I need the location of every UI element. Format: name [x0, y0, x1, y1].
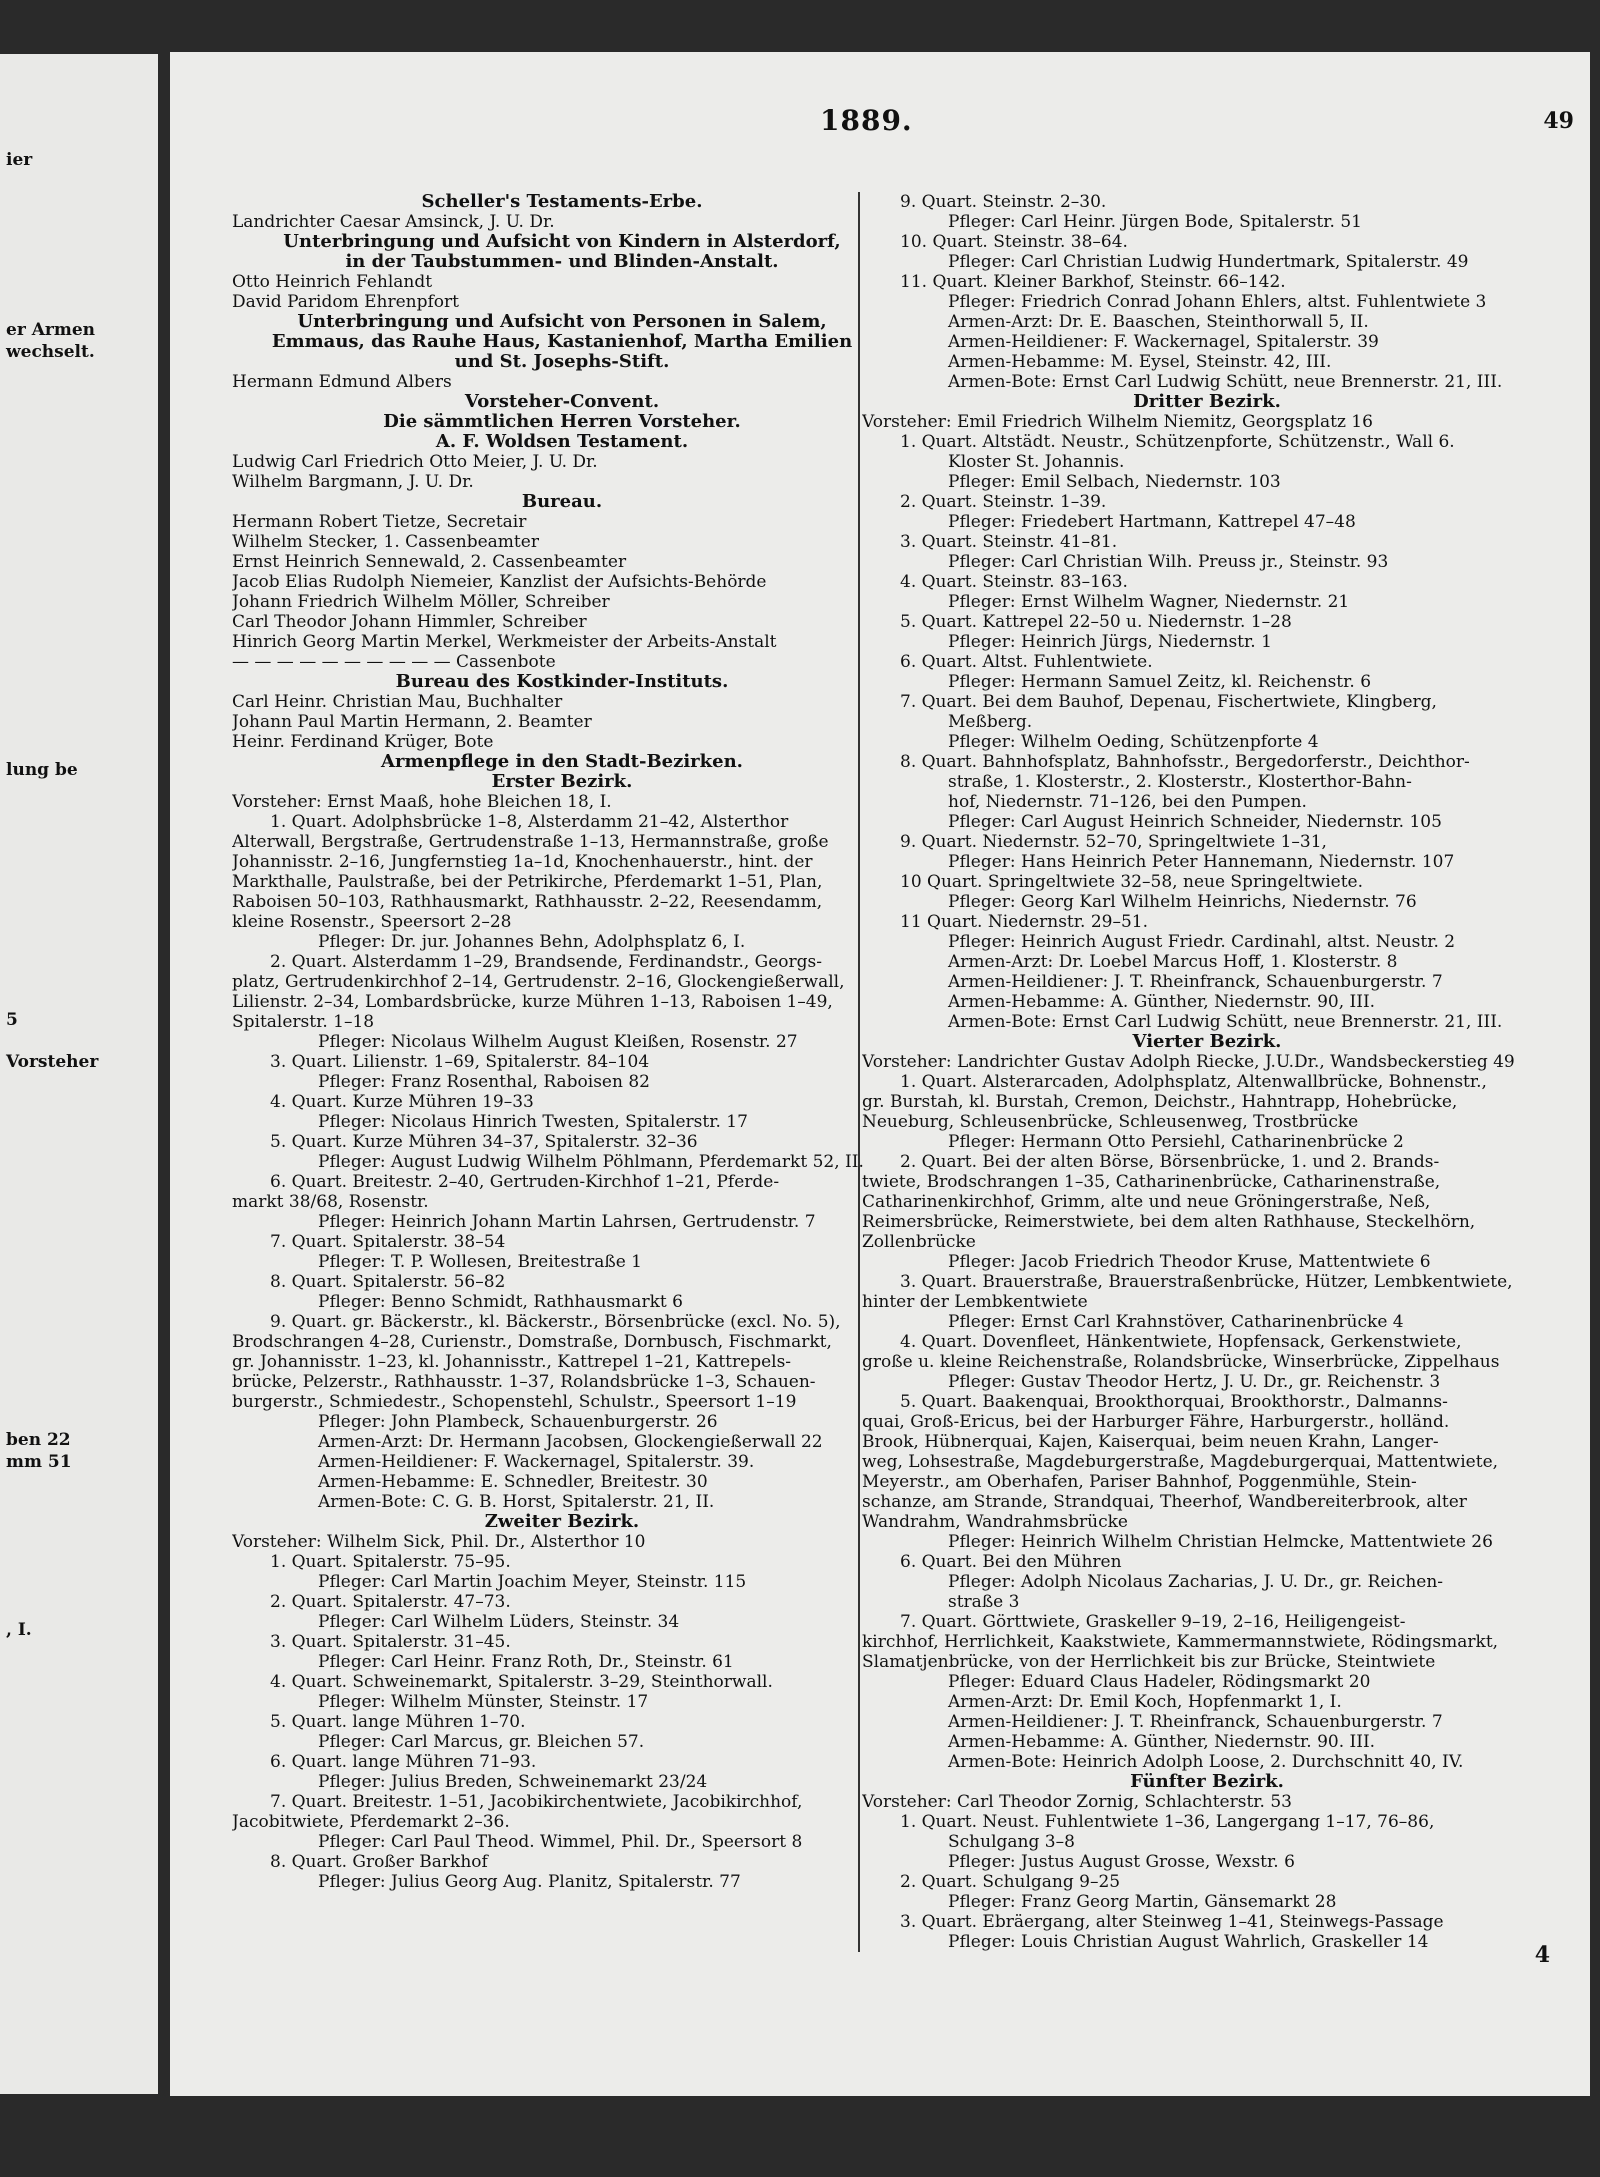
text-line: Meyerstr., am Oberhafen, Pariser Bahnhof, Poggenmühle, Stein-	[862, 1472, 1417, 1492]
text-line: 6. Quart. Bei den Mühren	[900, 1552, 1122, 1572]
text-line: Armen-Arzt: Dr. Hermann Jacobsen, Glockengießerwall 22	[318, 1432, 823, 1452]
text-line: 2. Quart. Spitalerstr. 47–73.	[270, 1592, 511, 1612]
text-line: 1. Quart. Alsterarcaden, Adolphsplatz, Altenwallbrücke, Bohnenstr.,	[900, 1072, 1487, 1092]
section-heading: Emmaus, das Rauhe Haus, Kastanienhof, Martha Emilien	[271, 332, 853, 352]
text-line: 11 Quart. Niedernstr. 29–51.	[900, 912, 1149, 932]
text-line: Lilienstr. 2–34, Lombardsbrücke, kurze Mühren 1–13, Raboisen 1–49,	[232, 992, 833, 1012]
text-line: 9. Quart. gr. Bäckerstr., kl. Bäckerstr., Börsenbrücke (excl. No. 5),	[270, 1312, 841, 1332]
text-line: 3. Quart. Steinstr. 41–81.	[900, 532, 1118, 552]
text-line: 6. Quart. lange Mühren 71–93.	[270, 1752, 537, 1772]
text-line: Wandrahm, Wandrahmsbrücke	[862, 1512, 1128, 1532]
text-line: weg, Lohsestraße, Magdeburgerstraße, Magdeburgerquai, Mattentwiete,	[862, 1452, 1499, 1472]
text-line: Armen-Arzt: Dr. Emil Koch, Hopfenmarkt 1, I.	[948, 1692, 1342, 1712]
text-line: Brook, Hübnerquai, Kajen, Kaiserquai, beim neuen Krahn, Langer-	[862, 1432, 1439, 1452]
text-line: 4. Quart. Dovenfleet, Hänkentwiete, Hopfensack, Gerkenstwiete,	[900, 1332, 1462, 1352]
text-line: Pfleger: Justus August Grosse, Wexstr. 6	[948, 1852, 1295, 1872]
text-line: gr. Johannisstr. 1–23, kl. Johannisstr., Kattrepel 1–21, Kattrepels-	[232, 1352, 792, 1372]
text-line: Jacobitwiete, Pferdemarkt 2–36.	[232, 1812, 510, 1832]
margin-fragment: lung be	[6, 760, 78, 780]
text-line: 1. Quart. Spitalerstr. 75–95.	[270, 1552, 511, 1572]
text-line: Armen-Hebamme: M. Eysel, Steinstr. 42, III.	[948, 352, 1332, 372]
text-line: Pfleger: Ernst Wilhelm Wagner, Niedernstr. 21	[948, 592, 1350, 612]
text-line: Armen-Bote: C. G. B. Horst, Spitalerstr. 21, II.	[318, 1492, 715, 1512]
text-line: Pfleger: Heinrich Johann Martin Lahrsen, Gertrudenstr. 7	[318, 1212, 816, 1232]
text-line: 4. Quart. Steinstr. 83–163.	[900, 572, 1128, 592]
text-line: 3. Quart. Lilienstr. 1–69, Spitalerstr. 84–104	[270, 1052, 650, 1072]
section-heading: und St. Josephs-Stift.	[454, 352, 670, 372]
text-line: Pfleger: Carl Marcus, gr. Bleichen 57.	[318, 1732, 645, 1752]
text-line: Armen-Bote: Ernst Carl Ludwig Schütt, neue Brennerstr. 21, III.	[948, 372, 1503, 392]
text-line: 8. Quart. Bahnhofsplatz, Bahnhofsstr., Bergedorferstr., Deichthor-	[900, 752, 1470, 772]
section-heading: Bureau.	[521, 492, 603, 512]
text-line: 3. Quart. Spitalerstr. 31–45.	[270, 1632, 511, 1652]
margin-fragment: wechselt.	[6, 342, 95, 362]
text-line: Pfleger: Hermann Samuel Zeitz, kl. Reichenstr. 6	[948, 672, 1372, 692]
text-line: platz, Gertrudenkirchhof 2–14, Gertrudenstr. 2–16, Glockengießerwall,	[232, 972, 845, 992]
text-line: Armen-Hebamme: A. Günther, Niedernstr. 90. III.	[948, 1732, 1376, 1752]
text-line: Pfleger: Carl August Heinrich Schneider, Niedernstr. 105	[948, 812, 1442, 832]
text-line: 1. Quart. Altstädt. Neustr., Schützenpforte, Schützenstr., Wall 6.	[900, 432, 1455, 452]
right-text-column	[862, 192, 1552, 1952]
text-line: Pfleger: Dr. jur. Johannes Behn, Adolphsplatz 6, I.	[318, 932, 746, 952]
text-line: Johann Friedrich Wilhelm Möller, Schreiber	[232, 592, 610, 612]
text-line: Pfleger: Jacob Friedrich Theodor Kruse, Mattentwiete 6	[948, 1252, 1431, 1272]
text-line: Kloster St. Johannis.	[948, 452, 1125, 472]
text-line: 11. Quart. Kleiner Barkhof, Steinstr. 66–142.	[900, 272, 1286, 292]
text-line: 8. Quart. Großer Barkhof	[270, 1852, 488, 1872]
text-line: David Paridom Ehrenpfort	[232, 292, 459, 312]
margin-fragment: er Armen	[6, 320, 96, 340]
text-line: Pfleger: Wilhelm Münster, Steinstr. 17	[318, 1692, 649, 1712]
text-line: 7. Quart. Görttwiete, Graskeller 9–19, 2–16, Heiligengeist-	[900, 1612, 1406, 1632]
text-line: Pfleger: Friedrich Conrad Johann Ehlers, altst. Fuhlentwiete 3	[948, 292, 1487, 312]
text-line: 2. Quart. Alsterdamm 1–29, Brandsende, Ferdinandstr., Georgs-	[270, 952, 823, 972]
text-line: 9. Quart. Niedernstr. 52–70, Springeltwiete 1–31,	[900, 832, 1327, 852]
text-line: straße, 1. Klosterstr., 2. Klosterstr., Klosterthor-Bahn-	[948, 772, 1412, 792]
section-heading: Vierter Bezirk.	[1132, 1032, 1282, 1052]
text-line: 10. Quart. Steinstr. 38–64.	[900, 232, 1128, 252]
text-line: 3. Quart. Brauerstraße, Brauerstraßenbrücke, Hützer, Lembkentwiete,	[900, 1272, 1513, 1292]
text-line: kleine Rosenstr., Speersort 2–28	[232, 912, 512, 932]
section-heading: Scheller's Testaments-Erbe.	[421, 192, 703, 212]
text-line: Pfleger: Nicolaus Wilhelm August Kleißen, Rosenstr. 27	[318, 1032, 798, 1052]
text-line: Vorsteher: Landrichter Gustav Adolph Riecke, J.U.Dr., Wandsbeckerstieg 49	[862, 1052, 1515, 1072]
text-line: Johannisstr. 2–16, Jungfernstieg 1a–1d, Knochenhauerstr., hint. der	[232, 852, 813, 872]
text-line: Ludwig Carl Friedrich Otto Meier, J. U. Dr.	[232, 452, 598, 472]
text-line: Pfleger: Benno Schmidt, Rathhausmarkt 6	[318, 1292, 683, 1312]
text-line: Carl Heinr. Christian Mau, Buchhalter	[232, 692, 563, 712]
text-line: Pfleger: August Ludwig Wilhelm Pöhlmann, Pferdemarkt 52, II.	[318, 1152, 864, 1172]
margin-fragment: ben 22	[6, 1430, 71, 1450]
text-line: Pfleger: Heinrich Wilhelm Christian Helmcke, Mattentwiete 26	[948, 1532, 1493, 1552]
page-number: 49	[1543, 108, 1574, 134]
text-line: Pfleger: Carl Martin Joachim Meyer, Steinstr. 115	[318, 1572, 747, 1592]
text-line: Raboisen 50–103, Rathhausmarkt, Rathhausstr. 2–22, Reesendamm,	[232, 892, 823, 912]
text-line: 7. Quart. Breitestr. 1–51, Jacobikirchentwiete, Jacobikirchhof,	[270, 1792, 803, 1812]
text-line: schanze, am Strande, Strandquai, Theerhof, Wandbereiterbrook, alter	[862, 1492, 1467, 1512]
text-line: Spitalerstr. 1–18	[232, 1012, 375, 1032]
text-line: Armen-Bote: Ernst Carl Ludwig Schütt, neue Brennerstr. 21, III.	[948, 1012, 1503, 1032]
text-line: hof, Niedernstr. 71–126, bei den Pumpen.	[948, 792, 1307, 812]
text-line: Ernst Heinrich Sennewald, 2. Cassenbeamter	[232, 552, 627, 572]
text-line: kirchhof, Herrlichkeit, Kaakstwiete, Kammermannstwiete, Rödingsmarkt,	[862, 1632, 1499, 1652]
left-page-edge	[0, 54, 158, 2094]
margin-fragment: ier	[6, 150, 33, 170]
text-line: Pfleger: Heinrich August Friedr. Cardinahl, altst. Neustr. 2	[948, 932, 1456, 952]
text-line: Vorsteher: Carl Theodor Zornig, Schlachterstr. 53	[862, 1792, 1292, 1812]
section-heading: Unterbringung und Aufsicht von Personen in Salem,	[297, 312, 827, 332]
text-line: 7. Quart. Bei dem Bauhof, Depenau, Fischertwiete, Klingberg,	[900, 692, 1437, 712]
section-heading: A. F. Woldsen Testament.	[435, 432, 689, 452]
text-line: Pfleger: Heinrich Jürgs, Niedernstr. 1	[948, 632, 1272, 652]
text-line: Schulgang 3–8	[948, 1832, 1075, 1852]
text-line: 5. Quart. Baakenquai, Brookthorquai, Brookthorstr., Dalmanns-	[900, 1392, 1448, 1412]
text-line: burgerstr., Schmiedestr., Schopenstehl, Schulstr., Speersort 1–19	[232, 1392, 797, 1412]
text-line: Wilhelm Stecker, 1. Cassenbeamter	[232, 532, 539, 552]
text-line: Pfleger: Eduard Claus Hadeler, Rödingsmarkt 20	[948, 1672, 1371, 1692]
section-heading: Armenpflege in den Stadt-Bezirken.	[381, 752, 743, 772]
text-line: Pfleger: Franz Georg Martin, Gänsemarkt 28	[948, 1892, 1337, 1912]
text-line: twiete, Brodschrangen 1–35, Catharinenbrücke, Catharinenstraße,	[862, 1172, 1441, 1192]
margin-fragment: mm 51	[6, 1452, 72, 1472]
section-heading: Zweiter Bezirk.	[484, 1512, 640, 1532]
text-line: Pfleger: Wilhelm Oeding, Schützenpforte 4	[948, 732, 1319, 752]
text-line: 6. Quart. Altst. Fuhlentwiete.	[900, 652, 1153, 672]
text-line: Pfleger: Carl Christian Wilh. Preuss jr., Steinstr. 93	[948, 552, 1389, 572]
printer-signature: 4	[1534, 1942, 1550, 1968]
page-year-header: 1889.	[820, 104, 913, 137]
text-line: Otto Heinrich Fehlandt	[232, 272, 433, 292]
section-heading: Fünfter Bezirk.	[1130, 1772, 1284, 1792]
text-line: hinter der Lembkentwiete	[862, 1292, 1088, 1312]
text-line: Heinr. Ferdinand Krüger, Bote	[232, 732, 494, 752]
text-line: Pfleger: Carl Wilhelm Lüders, Steinstr. 34	[318, 1612, 680, 1632]
text-line: Johann Paul Martin Hermann, 2. Beamter	[232, 712, 592, 732]
text-line: Pfleger: Julius Georg Aug. Planitz, Spitalerstr. 77	[318, 1872, 741, 1892]
margin-fragment: , I.	[6, 1620, 32, 1640]
text-line: 2. Quart. Bei der alten Börse, Börsenbrücke, 1. und 2. Brands-	[900, 1152, 1440, 1172]
text-line: Pfleger: Carl Christian Ludwig Hundertmark, Spitalerstr. 49	[948, 252, 1469, 272]
text-line: Hermann Robert Tietze, Secretair	[232, 512, 527, 532]
margin-fragment: Vorsteher	[6, 1052, 99, 1072]
text-line: 5. Quart. Kurze Mühren 34–37, Spitalerstr. 32–36	[270, 1132, 698, 1152]
text-line: 3. Quart. Ebräergang, alter Steinweg 1–41, Steinwegs-Passage	[900, 1912, 1444, 1932]
book-page	[170, 52, 1590, 2096]
text-line: brücke, Pelzerstr., Rathhausstr. 1–37, Rolandsbrücke 1–3, Schauen-	[232, 1372, 816, 1392]
text-line: Pfleger: Gustav Theodor Hertz, J. U. Dr., gr. Reichenstr. 3	[948, 1372, 1441, 1392]
text-line: Pfleger: Emil Selbach, Niedernstr. 103	[948, 472, 1281, 492]
text-line: 1. Quart. Adolphsbrücke 1–8, Alsterdamm 21–42, Alsterthor	[270, 812, 789, 832]
text-line: Vorsteher: Ernst Maaß, hohe Bleichen 18, I.	[232, 792, 612, 812]
text-line: Wilhelm Bargmann, J. U. Dr.	[232, 472, 474, 492]
text-line: Armen-Heildiener: J. T. Rheinfranck, Schauenburgerstr. 7	[948, 1712, 1443, 1732]
text-line: — — — — — — — — — — Cassenbote	[232, 652, 556, 672]
text-line: Jacob Elias Rudolph Niemeier, Kanzlist der Aufsichts-Behörde	[232, 572, 767, 592]
text-line: Pfleger: Louis Christian August Wahrlich, Graskeller 14	[948, 1932, 1429, 1952]
text-line: Hermann Edmund Albers	[232, 372, 452, 392]
text-line: Pfleger: John Plambeck, Schauenburgerstr. 26	[318, 1412, 718, 1432]
text-line: 6. Quart. Breitestr. 2–40, Gertruden-Kirchhof 1–21, Pferde-	[270, 1172, 780, 1192]
text-line: Meßberg.	[948, 712, 1033, 732]
text-line: Armen-Heildiener: F. Wackernagel, Spitalerstr. 39	[948, 332, 1379, 352]
text-line: Armen-Arzt: Dr. Loebel Marcus Hoff, 1. Klosterstr. 8	[948, 952, 1398, 972]
section-heading: Bureau des Kostkinder-Instituts.	[395, 672, 729, 692]
text-line: Armen-Hebamme: E. Schnedler, Breitestr. 30	[318, 1472, 708, 1492]
text-line: 10 Quart. Springeltwiete 32–58, neue Springeltwiete.	[900, 872, 1364, 892]
text-line: 2. Quart. Steinstr. 1–39.	[900, 492, 1107, 512]
text-line: Pfleger: Franz Rosenthal, Raboisen 82	[318, 1072, 650, 1092]
text-line: große u. kleine Reichenstraße, Rolandsbrücke, Winserbrücke, Zippelhaus	[862, 1352, 1500, 1372]
text-line: 4. Quart. Schweinemarkt, Spitalerstr. 3–29, Steinthorwall.	[270, 1672, 773, 1692]
text-line: Armen-Heildiener: F. Wackernagel, Spitalerstr. 39.	[318, 1452, 755, 1472]
text-line: 4. Quart. Kurze Mühren 19–33	[270, 1092, 534, 1112]
text-line: markt 38/68, Rosenstr.	[232, 1192, 429, 1212]
text-line: Pfleger: Hermann Otto Persiehl, Catharinenbrücke 2	[948, 1132, 1404, 1152]
text-line: Neueburg, Schleusenbrücke, Schleusenweg, Trostbrücke	[862, 1112, 1359, 1132]
text-line: Pfleger: Nicolaus Hinrich Twesten, Spitalerstr. 17	[318, 1112, 748, 1132]
section-heading: in der Taubstummen- und Blinden-Anstalt.	[345, 252, 779, 272]
text-line: 2. Quart. Schulgang 9–25	[900, 1872, 1121, 1892]
text-line: Carl Theodor Johann Himmler, Schreiber	[232, 612, 587, 632]
text-line: Pfleger: T. P. Wollesen, Breitestraße 1	[318, 1252, 642, 1272]
text-line: Armen-Arzt: Dr. E. Baaschen, Steinthorwall 5, II.	[948, 312, 1369, 332]
text-line: Landrichter Caesar Amsinck, J. U. Dr.	[232, 212, 555, 232]
section-heading: Dritter Bezirk.	[1133, 392, 1281, 412]
text-line: Catharinenkirchhof, Grimm, alte und neue Gröningerstraße, Neß,	[862, 1192, 1431, 1212]
text-line: Hinrich Georg Martin Merkel, Werkmeister der Arbeits-Anstalt	[232, 632, 777, 652]
text-line: Pfleger: Georg Karl Wilhelm Heinrichs, Niedernstr. 76	[948, 892, 1417, 912]
text-line: Pfleger: Carl Paul Theod. Wimmel, Phil. Dr., Speersort 8	[318, 1832, 803, 1852]
text-line: Pfleger: Friedebert Hartmann, Kattrepel 47–48	[948, 512, 1356, 532]
text-line: Pfleger: Adolph Nicolaus Zacharias, J. U. Dr., gr. Reichen-	[948, 1572, 1444, 1592]
left-text-column	[232, 192, 892, 1892]
text-line: 5. Quart. Kattrepel 22–50 u. Niedernstr. 1–28	[900, 612, 1292, 632]
section-heading: Unterbringung und Aufsicht von Kindern in Alsterdorf,	[283, 232, 841, 252]
text-line: 9. Quart. Steinstr. 2–30.	[900, 192, 1107, 212]
text-line: Pfleger: Ernst Carl Krahnstöver, Catharinenbrücke 4	[948, 1312, 1404, 1332]
text-line: Pfleger: Carl Heinr. Jürgen Bode, Spitalerstr. 51	[948, 212, 1362, 232]
text-line: 5. Quart. lange Mühren 1–70.	[270, 1712, 526, 1732]
text-line: Alterwall, Bergstraße, Gertrudenstraße 1–13, Hermannstraße, große	[232, 832, 829, 852]
section-heading: Erster Bezirk.	[491, 772, 633, 792]
margin-fragment: 5	[6, 1010, 18, 1030]
text-line: Zollenbrücke	[862, 1232, 976, 1252]
text-line: Armen-Hebamme: A. Günther, Niedernstr. 90, III.	[948, 992, 1376, 1012]
text-line: straße 3	[948, 1592, 1020, 1612]
section-heading: Vorsteher-Convent.	[464, 392, 660, 412]
text-line: Armen-Heildiener: J. T. Rheinfranck, Schauenburgerstr. 7	[948, 972, 1443, 992]
text-line: Pfleger: Hans Heinrich Peter Hannemann, Niedernstr. 107	[948, 852, 1455, 872]
text-line: Reimersbrücke, Reimerstwiete, bei dem alten Rathhause, Steckelhörn,	[862, 1212, 1476, 1232]
text-line: 8. Quart. Spitalerstr. 56–82	[270, 1272, 506, 1292]
text-line: Armen-Bote: Heinrich Adolph Loose, 2. Durchschnitt 40, IV.	[948, 1752, 1464, 1772]
text-line: Pfleger: Carl Heinr. Franz Roth, Dr., Steinstr. 61	[318, 1652, 734, 1672]
text-line: quai, Groß-Ericus, bei der Harburger Fähre, Harburgerstr., holländ.	[862, 1412, 1450, 1432]
text-line: Brodschrangen 4–28, Curienstr., Domstraße, Dornbusch, Fischmarkt,	[232, 1332, 832, 1352]
text-line: Pfleger: Julius Breden, Schweinemarkt 23/24	[318, 1772, 708, 1792]
text-line: Vorsteher: Emil Friedrich Wilhelm Niemitz, Georgsplatz 16	[862, 412, 1373, 432]
section-heading: Die sämmtlichen Herren Vorsteher.	[383, 412, 741, 432]
text-line: 1. Quart. Neust. Fuhlentwiete 1–36, Langergang 1–17, 76–86,	[900, 1812, 1435, 1832]
text-line: 7. Quart. Spitalerstr. 38–54	[270, 1232, 506, 1252]
text-line: gr. Burstah, kl. Burstah, Cremon, Deichstr., Hahntrapp, Hohebrücke,	[862, 1092, 1458, 1112]
text-line: Vorsteher: Wilhelm Sick, Phil. Dr., Alsterthor 10	[232, 1532, 646, 1552]
text-line: Markthalle, Paulstraße, bei der Petrikirche, Pferdemarkt 1–51, Plan,	[232, 872, 823, 892]
text-line: Slamatjenbrücke, von der Herrlichkeit bis zur Brücke, Steintwiete	[862, 1652, 1436, 1672]
